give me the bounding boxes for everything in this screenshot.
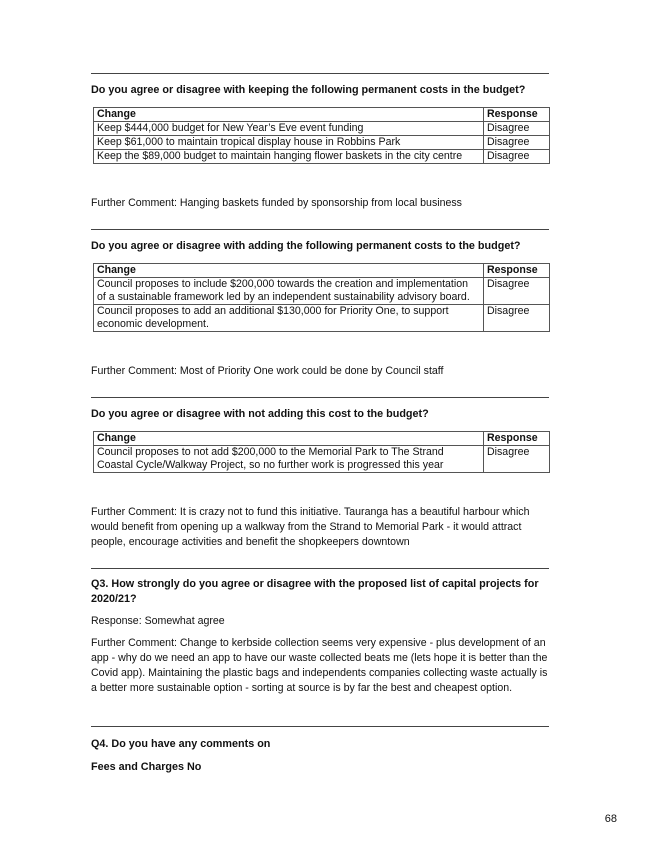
table-row (94, 305, 550, 332)
table-row (94, 446, 550, 473)
fees-and-charges: Fees and Charges No (91, 761, 202, 773)
response-cell: Disagree (484, 136, 550, 150)
divider (91, 229, 549, 230)
response-cell: Disagree (484, 122, 550, 136)
col-change-header: Change (94, 264, 484, 278)
divider (91, 73, 549, 74)
section1-comment: Further Comment: Hanging baskets funded by sponsorship from local business (91, 197, 462, 209)
col-response-header: Response (484, 432, 550, 446)
table-row (94, 136, 550, 150)
table-row (94, 122, 550, 136)
table-row (94, 150, 550, 164)
change-cell: Keep $61,000 to maintain tropical display house in Robbins Park (94, 136, 484, 150)
response-cell: Disagree (484, 305, 550, 332)
response-cell: Disagree (484, 150, 550, 164)
section3-comment: Further Comment: It is crazy not to fund this initiative. Tauranga has a beautiful harbour which would benefit from opening up a walkway from the Strand to Memorial Park - it would attract people, encourage activities and benefit the shopkeepers downtown (91, 506, 530, 548)
change-cell: Council proposes to not add $200,000 to the Memorial Park to The Strand Coastal Cycle/Walkway Project, so no further work is progressed this year (94, 446, 484, 473)
divider (91, 726, 549, 727)
page-number: 68 (604, 813, 617, 825)
q3-response: Response: Somewhat agree (91, 615, 225, 627)
col-change-header: Change (94, 432, 484, 446)
col-response-header: Response (484, 108, 550, 122)
section3-question: Do you agree or disagree with not adding this cost to the budget? (91, 408, 429, 420)
q4-question: Q4. Do you have any comments on (91, 738, 271, 750)
change-cell: Keep $444,000 budget for New Year’s Eve event funding (94, 122, 484, 136)
col-change-header: Change (94, 108, 484, 122)
section1-question: Do you agree or disagree with keeping the following permanent costs in the budget? (91, 84, 526, 96)
divider (91, 397, 549, 398)
col-response-header: Response (484, 264, 550, 278)
table-header-row (94, 108, 550, 122)
change-cell: Council proposes to include $200,000 towards the creation and implementation of a sustainable framework led by an independent sustainability advisory board. (94, 278, 484, 305)
response-cell: Disagree (484, 446, 550, 473)
q3-question: Q3. How strongly do you agree or disagree with the proposed list of capital projects for 2020/21? (91, 578, 539, 605)
section2-table (93, 263, 550, 332)
table-header-row (94, 264, 550, 278)
table-header-row (94, 432, 550, 446)
change-cell: Council proposes to add an additional $130,000 for Priority One, to support economic development. (94, 305, 484, 332)
change-cell: Keep the $89,000 budget to maintain hanging flower baskets in the city centre (94, 150, 484, 164)
response-cell: Disagree (484, 278, 550, 305)
divider (91, 568, 549, 569)
section2-question: Do you agree or disagree with adding the following permanent costs to the budget? (91, 240, 521, 252)
q3-comment: Further Comment: Change to kerbside collection seems very expensive - plus development of an app - why do we need an app to have our waste collected beats me (lets hope it is better than the Covid app). Maintaining the plastic bags and independents companies collecting waste actually is a better more sustainable option - sorting at source is by far the best and cheapest option. (91, 637, 548, 694)
section2-comment: Further Comment: Most of Priority One work could be done by Council staff (91, 365, 444, 377)
section1-table (93, 107, 550, 164)
section3-table (93, 431, 550, 473)
table-row (94, 278, 550, 305)
